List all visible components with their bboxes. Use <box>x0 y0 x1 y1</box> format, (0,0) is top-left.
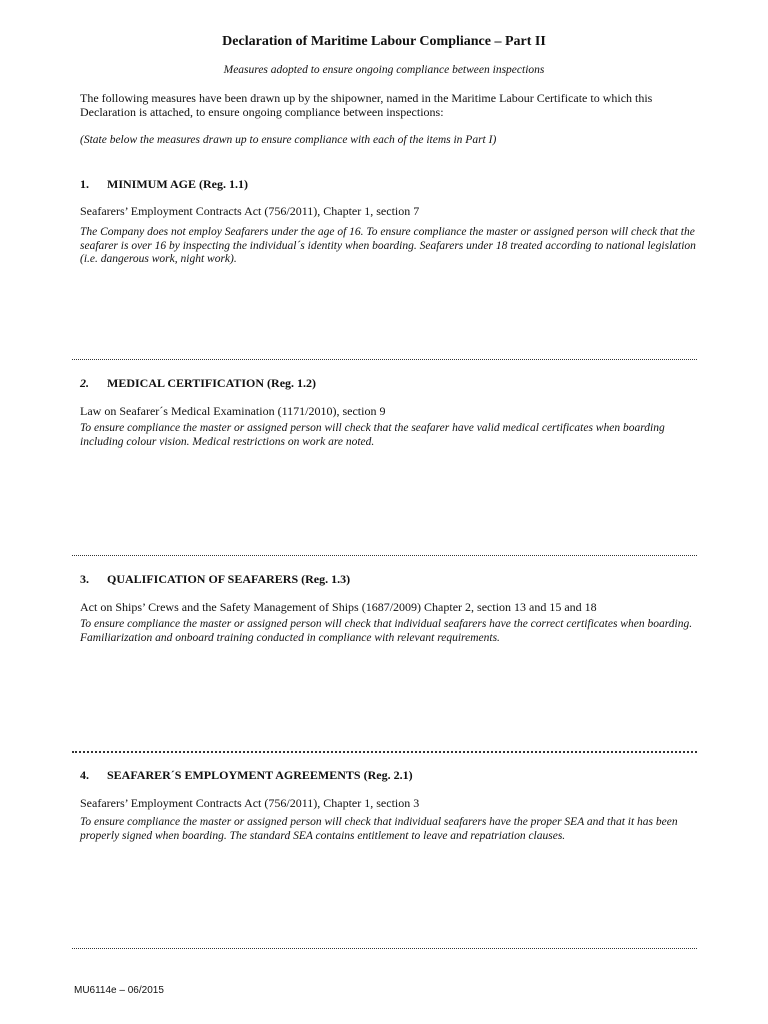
section-number: 3. <box>80 572 89 586</box>
document-title: Declaration of Maritime Labour Compliance – Part II <box>222 34 546 49</box>
section-title: MEDICAL CERTIFICATION (Reg. 1.2) <box>107 376 317 390</box>
section-measure-text: To ensure compliance the master or assigned person will check that individual seafarers have the proper SEA and that it has been properly signed when boarding. The standard SEA contains entitlement to leave and repatriation clauses. <box>80 816 678 842</box>
document-footer-code: MU6114e – 06/2015 <box>74 985 164 996</box>
section-number: 4. <box>80 768 89 782</box>
section-measure-text: The Company does not employ Seafarers under the age of 16. To ensure compliance the master or assigned person will check that the seafarer is over 16 by inspecting the individual´s identity when boarding. Seafarers under 18 treated according to national legislation (i.e. dangerous work, night work). <box>80 226 696 265</box>
section-divider <box>72 751 697 753</box>
section-employment-agreements <box>80 768 700 843</box>
section-measure-text: To ensure compliance the master or assigned person will check that the seafarer have valid medical certificates when boarding including colour vision. Medical restrictions on work are noted. <box>80 422 665 448</box>
section-divider <box>72 948 697 949</box>
section-heading <box>80 376 700 392</box>
section-medical-certification <box>80 376 700 449</box>
section-number: 1. <box>80 177 89 191</box>
instruction-note: (State below the measures drawn up to ensure compliance with each of the items in Part I) <box>80 134 497 146</box>
section-minimum-age <box>80 177 700 267</box>
section-law-reference: Law on Seafarer´s Medical Examination (1171/2010), section 9 <box>80 404 386 418</box>
section-heading <box>80 572 700 588</box>
section-divider <box>72 359 697 360</box>
section-measure-text: To ensure compliance the master or assigned person will check that individual seafarers have the correct certificates when boarding. Familiarization and onboard training conducted in compliance with relevant requirements. <box>80 618 693 644</box>
intro-paragraph: The following measures have been drawn up by the shipowner, named in the Maritime Labour Certificate to which this Declaration is attached, to ensure ongoing compliance between inspections: <box>80 91 653 119</box>
section-heading <box>80 768 700 784</box>
section-title: MINIMUM AGE (Reg. 1.1) <box>107 177 248 191</box>
section-law-reference: Seafarers’ Employment Contracts Act (756/2011), Chapter 1, section 7 <box>80 204 420 218</box>
section-title: QUALIFICATION OF SEAFARERS (Reg. 1.3) <box>107 572 351 586</box>
section-law-reference: Act on Ships’ Crews and the Safety Management of Ships (1687/2009) Chapter 2, section 13 and 15 and 18 <box>80 600 597 614</box>
section-divider <box>72 555 697 556</box>
section-number: 2. <box>80 376 89 390</box>
section-qualification-of-seafarers <box>80 572 700 645</box>
section-heading <box>80 177 700 193</box>
section-title: SEAFARER´S EMPLOYMENT AGREEMENTS (Reg. 2.1) <box>107 768 413 782</box>
section-law-reference: Seafarers’ Employment Contracts Act (756/2011), Chapter 1, section 3 <box>80 796 420 810</box>
document-subtitle: Measures adopted to ensure ongoing compliance between inspections <box>223 64 545 76</box>
